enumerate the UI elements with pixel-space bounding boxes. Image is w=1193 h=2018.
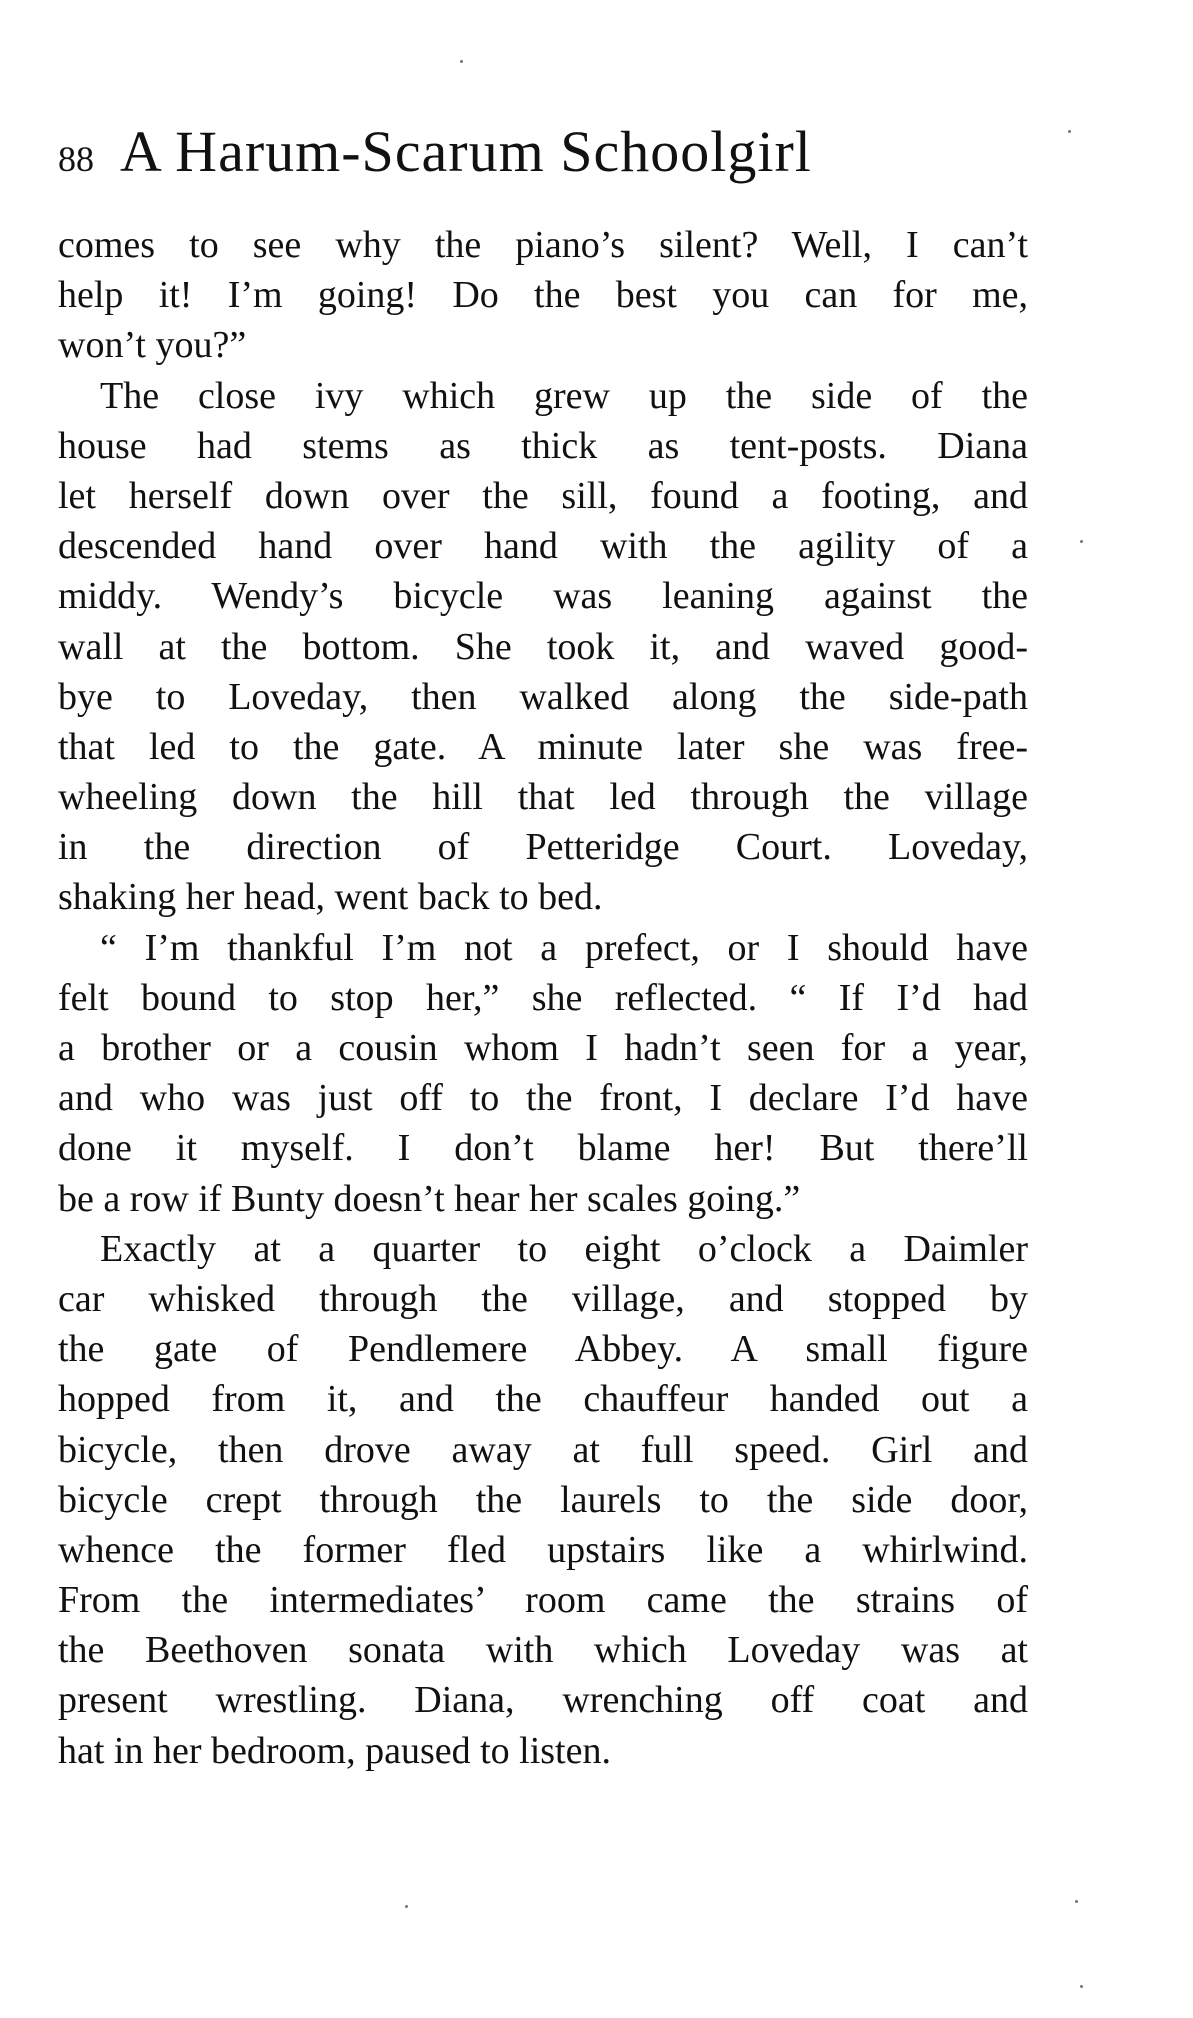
scan-speck xyxy=(1068,130,1071,133)
text-line: the Beethoven sonata with which Loveday was at xyxy=(58,1629,1028,1672)
scan-speck xyxy=(1080,1985,1083,1988)
text-line: “ I’m thankful I’m not a prefect, or I should have xyxy=(100,926,1028,969)
text-line: middy. Wendy’s bicycle was leaning against the xyxy=(58,575,1028,618)
text-line: wall at the bottom. She took it, and waved good- xyxy=(58,625,1028,668)
text-line: comes to see why the piano’s silent? Well, I can’t xyxy=(58,224,1028,266)
text-line: bye to Loveday, then walked along the side-path xyxy=(58,675,1028,718)
text-line: hopped from it, and the chauffeur handed out a xyxy=(58,1378,1028,1421)
text-line: present wrestling. Diana, wrenching off coat and xyxy=(58,1679,1028,1722)
text-line: bicycle, then drove away at full speed. Girl and xyxy=(58,1428,1028,1471)
text-line: wheeling down the hill that led through the village xyxy=(58,776,1028,819)
text-line: and who was just off to the front, I declare I’d have xyxy=(58,1077,1028,1120)
running-title: A Harum-Scarum Schoolgirl xyxy=(120,119,812,184)
text-line: The close ivy which grew up the side of the xyxy=(100,374,1028,417)
text-line: felt bound to stop her,” she reflected. “ If I’d had xyxy=(58,976,1028,1019)
text-line: From the intermediates’ room came the strains of xyxy=(58,1579,1028,1622)
scan-speck xyxy=(1075,1900,1078,1903)
body-text xyxy=(58,220,1028,1776)
text-line: let herself down over the sill, found a footing, and xyxy=(58,474,1028,517)
scan-speck xyxy=(405,1905,408,1908)
text-line: the gate of Pendlemere Abbey. A small figure xyxy=(58,1328,1028,1371)
text-line: done it myself. I don’t blame her! But there’ll xyxy=(58,1127,1028,1170)
text-line: a brother or a cousin whom I hadn’t seen for a year, xyxy=(58,1027,1028,1069)
page-number: 88 xyxy=(58,139,94,179)
scan-speck xyxy=(460,60,463,63)
text-line: descended hand over hand with the agility of a xyxy=(58,525,1028,568)
text-line: bicycle crept through the laurels to the side door, xyxy=(58,1478,1028,1521)
page-header xyxy=(58,118,1058,198)
text-line: help it! I’m going! Do the best you can for me, xyxy=(58,274,1028,317)
text-line: house had stems as thick as tent-posts. Diana xyxy=(58,424,1028,467)
text-line: whence the former fled upstairs like a whirlwind. xyxy=(58,1528,1028,1571)
text-line: Exactly at a quarter to eight o’clock a Daimler xyxy=(100,1227,1028,1270)
text-line: that led to the gate. A minute later she was free- xyxy=(58,725,1028,768)
text-line: hat in her bedroom, paused to listen. xyxy=(58,1729,611,1772)
text-line: won’t you?” xyxy=(58,324,247,367)
text-line: shaking her head, went back to bed. xyxy=(58,876,603,919)
text-line: be a row if Bunty doesn’t hear her scales going.” xyxy=(58,1177,801,1220)
text-line: car whisked through the village, and stopped by xyxy=(58,1277,1028,1320)
scan-speck xyxy=(1080,540,1083,543)
text-line: in the direction of Petteridge Court. Loveday, xyxy=(58,826,1028,869)
